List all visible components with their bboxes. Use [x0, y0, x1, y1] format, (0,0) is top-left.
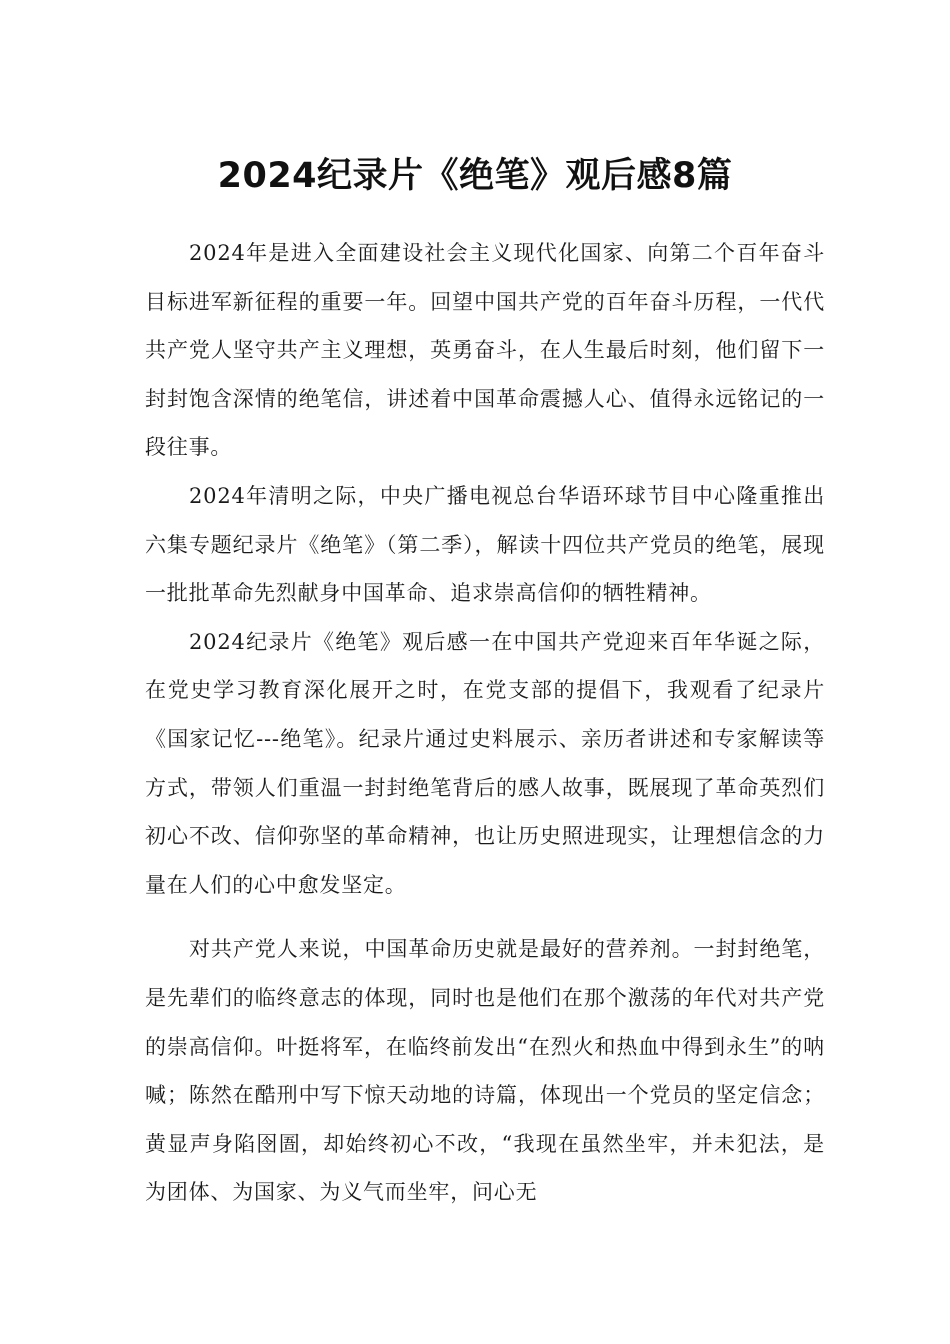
document-body: [145, 229, 825, 1217]
paragraph-1: 2024年是进入全面建设社会主义现代化国家、向第二个百年奋斗目标进军新征程的重要一年。回望中国共产党的百年奋斗历程，一代代共产党人坚守共产主义理想，英勇奋斗，在人生最后时刻，他们留下一封封饱含深情的绝笔信，讲述着中国革命震撼人心、值得永远铭记的一段往事。: [145, 241, 825, 460]
paragraph-3: 2024纪录片《绝笔》观后感一在中国共产党迎来百年华诞之际，在党史学习教育深化展开之时，在党支部的提倡下，我观看了纪录片《国家记忆---绝笔》。纪录片通过史料展示、亲历者讲述和专家解读等方式，带领人们重温一封封绝笔背后的感人故事，既展现了革命英烈们初心不改、信仰弥坚的革命精神，也让历史照进现实，让理想信念的力量在人们的心中愈发坚定。: [145, 629, 825, 897]
paragraph-4: 对共产党人来说，中国革命历史就是最好的营养剂。一封封绝笔，是先辈们的临终意志的体现，同时也是他们在那个激荡的年代对共产党的崇高信仰。叶挺将军，在临终前发出“在烈火和热血中得到永生”的呐喊；陈然在酷刑中写下惊天动地的诗篇，体现出一个党员的坚定信念；黄显声身陷囹圄，却始终初心不改，“我现在虽然坐牢，并未犯法，是为团体、为国家、为义气而坐牢，问心无: [145, 937, 825, 1205]
document-title: 2024纪录片《绝笔》观后感8篇: [217, 156, 733, 197]
paragraph-2: 2024年清明之际，中央广播电视总台华语环球节目中心隆重推出六集专题纪录片《绝笔》（第二季），解读十四位共产党员的绝笔，展现一批批革命先烈献身中国革命、追求崇高信仰的牺牲精神。: [145, 483, 825, 606]
